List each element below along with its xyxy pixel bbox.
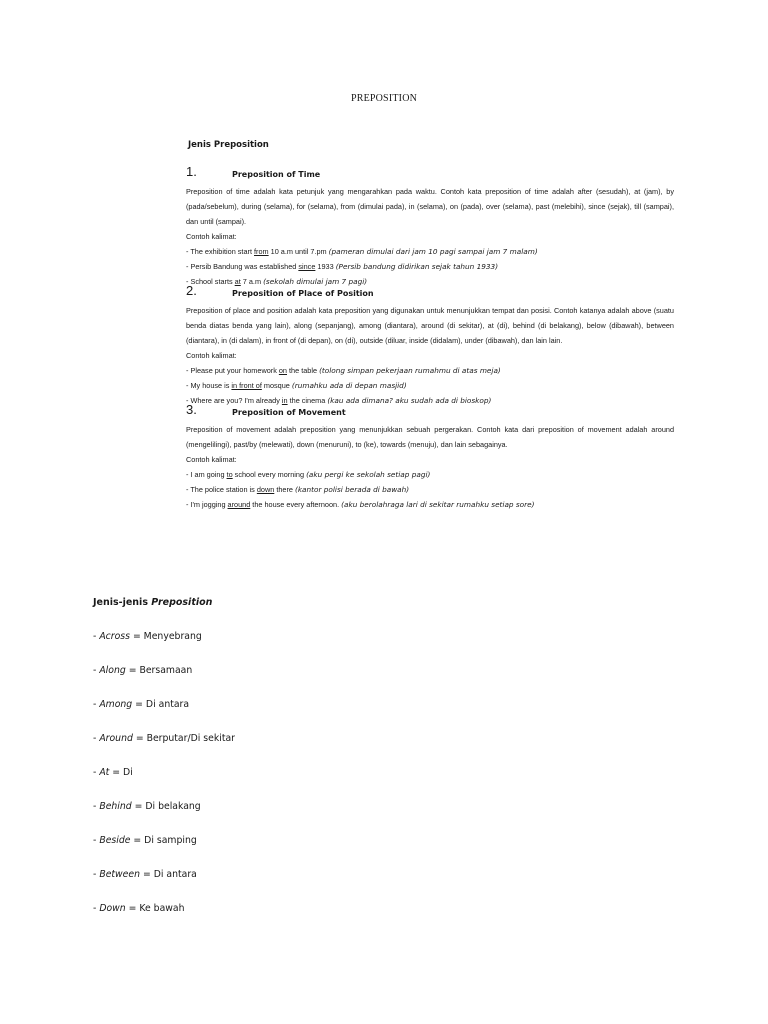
list-item	[93, 801, 235, 835]
page-title: PREPOSITION	[350, 93, 418, 104]
list-dash: -	[93, 733, 100, 744]
list-dash: -	[93, 835, 100, 846]
example-translation: (aku berolahraga lari di sekitar rumahku setiap sore)	[341, 500, 535, 509]
example-text: - I am going	[186, 470, 227, 479]
list-heading-text: Jenis-jenis	[93, 597, 152, 608]
example-translation: (rumahku ada di depan masjid)	[291, 381, 407, 390]
section-header	[186, 404, 674, 422]
examples-label: Contoh kalimat:	[186, 351, 237, 360]
section-place	[186, 285, 674, 408]
example-keyword: on	[278, 366, 287, 375]
section-title: Preposition of Movement	[232, 408, 346, 417]
example-translation: (Persib bandung didirikan sejak tahun 1933)	[335, 262, 499, 271]
example-text: - Please put your homework	[186, 366, 279, 375]
list-word: Around	[99, 733, 133, 744]
list-item	[93, 903, 235, 937]
example-text: school every morning	[232, 470, 307, 479]
list-heading	[93, 597, 212, 608]
example-translation: (kantor polisi berada di bawah)	[294, 485, 410, 494]
list-item	[93, 767, 235, 801]
example-keyword: down	[256, 485, 275, 494]
list-dash: -	[93, 767, 100, 778]
list-dash: -	[93, 631, 100, 642]
example-line	[186, 497, 674, 512]
list-word: Across	[99, 631, 130, 642]
list-item	[93, 631, 235, 665]
example-translation: (sekolah dimulai jam 7 pagi)	[263, 277, 368, 286]
example-keyword: since	[298, 262, 316, 271]
list-meaning: = Berputar/Di sekitar	[132, 733, 235, 744]
list-dash: -	[93, 665, 100, 676]
example-text: - Where are you? I'm already	[186, 396, 282, 405]
list-word: Between	[99, 869, 140, 880]
example-text: - My house is	[186, 381, 232, 390]
section-number: 2.	[186, 283, 197, 298]
example-keyword: around	[227, 500, 251, 509]
example-translation: (aku pergi ke sekolah setiap pagi)	[306, 470, 431, 479]
list-item	[93, 733, 235, 767]
example-text: 1933	[315, 262, 336, 271]
examples-label: Contoh kalimat:	[186, 455, 237, 464]
section-paragraph: Preposition of movement adalah preposition yang menunjukkan sebuah pergerakan. Contoh kata dari preposition of movement adalah around (mengelilingi), past/by (melewati), down (menuruni), to (ke), towards (menuju), dan lain sebagainya.	[186, 425, 674, 449]
example-line	[186, 244, 674, 259]
list-word: Behind	[99, 801, 132, 812]
examples-label: Contoh kalimat:	[186, 232, 237, 241]
section-title: Preposition of Place of Position	[232, 289, 374, 298]
example-keyword: at	[234, 277, 241, 286]
example-text: the cinema	[287, 396, 328, 405]
preposition-list	[93, 631, 235, 937]
section-time	[186, 166, 674, 289]
list-meaning: = Di antara	[140, 869, 197, 880]
example-line	[186, 363, 674, 378]
section-title: Preposition of Time	[232, 170, 321, 179]
section-paragraph: Preposition of time adalah kata petunjuk yang mengarahkan pada waktu. Contoh kata preposition of time adalah after (sesudah), at (jam), by (pada/sebelum), during (selama), for (selama), from (dimulai pada), in (selama), on (pada), over (selama), past (melebihi), since (sejak), till (sampai), dan until (sampai).	[186, 187, 674, 226]
example-line	[186, 378, 674, 393]
section-header	[186, 285, 674, 303]
list-word: Down	[99, 903, 126, 914]
example-text: there	[274, 485, 295, 494]
list-meaning: = Di samping	[130, 835, 197, 846]
list-word: Among	[99, 699, 133, 710]
list-word: Beside	[99, 835, 131, 846]
example-text: - School starts	[186, 277, 235, 286]
example-text: - Persib Bandung was established	[186, 262, 299, 271]
list-dash: -	[93, 903, 100, 914]
section-number: 1.	[186, 164, 197, 179]
list-meaning: = Menyebrang	[129, 631, 202, 642]
list-meaning: = Di belakang	[131, 801, 201, 812]
list-dash: -	[93, 801, 100, 812]
example-line	[186, 482, 674, 497]
example-keyword: to	[226, 470, 233, 479]
list-meaning: = Bersamaan	[125, 665, 193, 676]
section-header	[186, 166, 674, 184]
example-translation: (kau ada dimana? aku sudah ada di bioskop)	[327, 396, 492, 405]
example-translation: (pameran dimulai dari jam 10 pagi sampai jam 7 malam)	[328, 247, 538, 256]
example-line	[186, 259, 674, 274]
list-item	[93, 665, 235, 699]
list-meaning: = Di	[109, 767, 133, 778]
list-meaning: = Di antara	[132, 699, 190, 710]
section-number: 3.	[186, 402, 197, 417]
list-dash: -	[93, 869, 100, 880]
example-text: 7 a.m	[240, 277, 264, 286]
example-text: - The exhibition start	[186, 247, 255, 256]
example-text: 10 a.m until 7.pm	[268, 247, 329, 256]
example-keyword: in	[281, 396, 288, 405]
example-keyword: from	[254, 247, 269, 256]
example-text: the table	[287, 366, 320, 375]
section-paragraph: Preposition of place and position adalah kata preposition yang digunakan untuk menunjukkan tempat dan posisi. Contoh katanya adalah above (suatu benda diatas benda yang lain), along (sepanjang), among (diantara), around (di sekitar), at (di), behind (di belakang), below (dibawah), between (diantara), in (di dalam), in front of (di depan), on (di), outside (diluar, inside (didalam), under (dibawah), dan lain lain.	[186, 306, 674, 345]
list-word: At	[99, 767, 110, 778]
example-text: - The police station is	[186, 485, 257, 494]
subheading: Jenis Preposition	[188, 140, 269, 150]
example-translation: (tolong simpan pekerjaan rumahmu di atas meja)	[319, 366, 501, 375]
list-word: Along	[99, 665, 126, 676]
list-item	[93, 869, 235, 903]
example-text: - I'm jogging	[186, 500, 228, 509]
example-keyword: in front of	[231, 381, 262, 390]
section-movement	[186, 404, 674, 512]
example-text: mosque	[261, 381, 292, 390]
example-line	[186, 467, 674, 482]
list-heading-italic: Preposition	[151, 597, 213, 608]
list-item	[93, 835, 235, 869]
list-dash: -	[93, 699, 100, 710]
list-item	[93, 699, 235, 733]
list-meaning: = Ke bawah	[125, 903, 185, 914]
example-text: the house every afternoon.	[250, 500, 342, 509]
